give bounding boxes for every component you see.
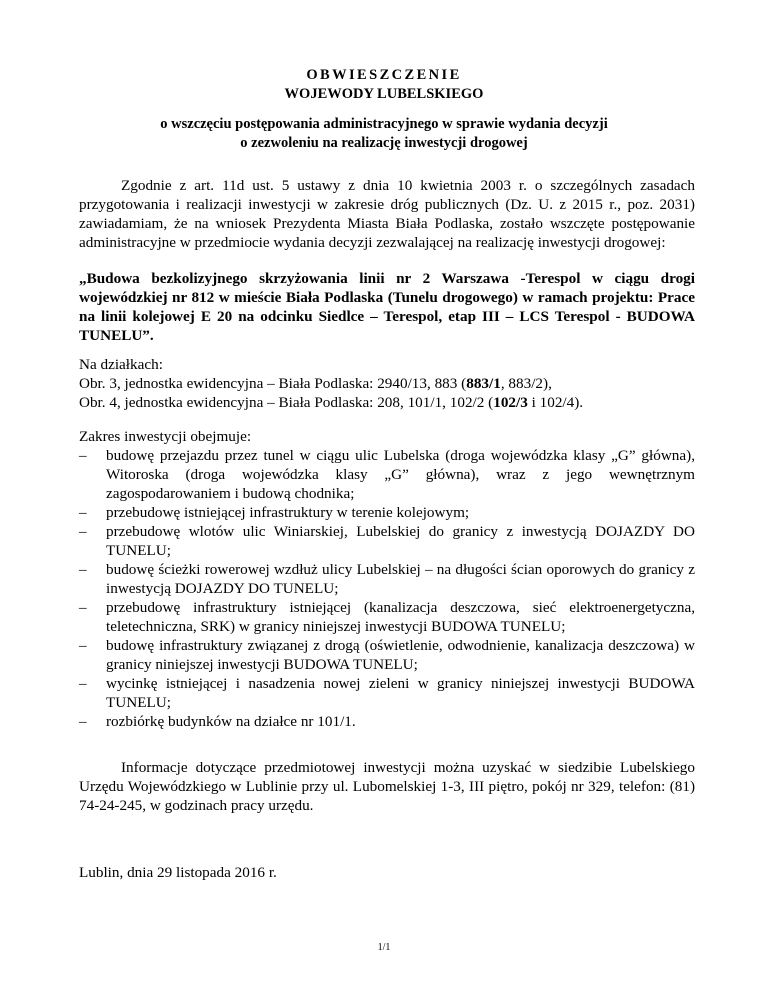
lots-row-2 — [79, 393, 695, 412]
scope-item-text: budowę infrastruktury związanej z drogą (oświetlenie, odwodnienie, kanalizacja deszczowa) w granicy niniejszej inwestycji BUDOWA TUNELU; — [106, 637, 695, 673]
list-item — [79, 636, 695, 674]
list-item — [79, 712, 695, 731]
dash-bullet-icon: – — [79, 713, 87, 730]
intro-paragraph: Zgodnie z art. 11d ust. 5 ustawy z dnia 10 kwietnia 2003 r. o szczególnych zasadach przygotowania i realizacji inwestycji w zakresie dróg publicznych (Dz. U. z 2015 r., poz. 2031) zawiadamiam, że na wniosek Prezydenta Miasta Biała Podlaska, zostało wszczęte postępowanie administracyjne w przedmiocie wydania decyzji zezwalającej na realizację inwestycji drogowej: — [79, 177, 695, 251]
list-item — [79, 503, 695, 522]
scope-item-text: przebudowę wlotów ulic Winiarskiej, Lubelskiej do granicy z inwestycją DOJAZDY DO TUNELU; — [106, 523, 695, 559]
list-item — [79, 674, 695, 712]
scope-item-text: wycinkę istniejącej i nasadzenia nowej zieleni w granicy niniejszej inwestycji BUDOWA TUNELU; — [106, 675, 695, 711]
issuer-heading: WOJEWODY LUBELSKIEGO — [284, 86, 484, 102]
page-number: 1/1 — [377, 942, 391, 953]
lots-row-2-bold: 102/3 — [493, 394, 528, 411]
scope-item-text: przebudowę infrastruktury istniejącej (kanalizacja deszczowa, sieć elektroenergetyczna, teletechniczna, SRK) w granicy niniejszej inwestycji BUDOWA TUNELU; — [106, 599, 695, 635]
lots-row-1-prefix: Obr. 3, jednostka ewidencyjna – Biała Podlaska: 2940/13, 883 ( — [79, 375, 467, 392]
scope-item-text: rozbiórkę budynków na działce nr 101/1. — [106, 713, 356, 730]
subtitle-line-2: o zezwoleniu na realizację inwestycji drogowej — [240, 135, 528, 151]
list-item — [79, 446, 695, 503]
dash-bullet-icon: – — [79, 504, 87, 521]
dash-bullet-icon: – — [79, 599, 87, 616]
lots-row-1 — [79, 374, 695, 393]
lots-row-2-prefix: Obr. 4, jednostka ewidencyjna – Biała Podlaska: 208, 101/1, 102/2 ( — [79, 394, 494, 411]
scope-list — [79, 446, 695, 731]
dash-bullet-icon: – — [79, 675, 87, 692]
list-item — [79, 560, 695, 598]
subtitle-line-1: o wszczęciu postępowania administracyjnego w sprawie wydania decyzji — [160, 116, 608, 132]
info-paragraph: Informacje dotyczące przedmiotowej inwestycji można uzyskać w siedzibie Lubelskiego Urzędu Wojewódzkiego w Lublinie przy ul. Lubomelskiej 1-3, III piętro, pokój nr 329, telefon: (81) 74-24-245, w godzinach pracy urzędu. — [79, 759, 695, 814]
lots-heading: Na działkach: — [79, 356, 163, 373]
lots-row-1-suffix: , 883/2), — [500, 375, 552, 392]
lots-row-2-suffix: i 102/4). — [527, 394, 584, 411]
scope-item-text: budowę przejazdu przez tunel w ciągu ulic Lubelska (droga wojewódzka klasy „G” główna), Witoroska (droga wojewódzka klasy „G” główna), wraz z jego wewnętrznym zagospodarowaniem i budową chodnika; — [106, 447, 695, 502]
lots-row-1-bold: 883/1 — [466, 375, 501, 392]
scope-section — [79, 427, 695, 731]
dash-bullet-icon: – — [79, 561, 87, 578]
scope-heading: Zakres inwestycji obejmuje: — [79, 428, 252, 445]
dash-bullet-icon: – — [79, 637, 87, 654]
lots-section — [79, 355, 695, 412]
document-subtitle — [0, 115, 768, 153]
list-item — [79, 598, 695, 636]
dash-bullet-icon: – — [79, 447, 87, 464]
date-line: Lublin, dnia 29 listopada 2016 r. — [79, 864, 277, 881]
scope-item-text: budowę ścieżki rowerowej wzdłuż ulicy Lubelskiej – na długości ścian oporowych do granicy z inwestycją DOJAZDY DO TUNELU; — [106, 561, 695, 597]
document-title: OBWIESZCZENIE — [306, 67, 462, 83]
list-item — [79, 522, 695, 560]
dash-bullet-icon: – — [79, 523, 87, 540]
scope-item-text: przebudowę istniejącej infrastruktury w terenie kolejowym; — [106, 504, 470, 521]
project-name: „Budowa bezkolizyjnego skrzyżowania linii nr 2 Warszawa -Terespol w ciągu drogi wojewódzkiej nr 812 w mieście Biała Podlaska (Tunelu drogowego) w ramach projektu: Prace na linii kolejowej E 20 na odcinku Siedlce – Terespol, etap III – LCS Terespol - BUDOWA TUNELU”. — [79, 270, 695, 344]
